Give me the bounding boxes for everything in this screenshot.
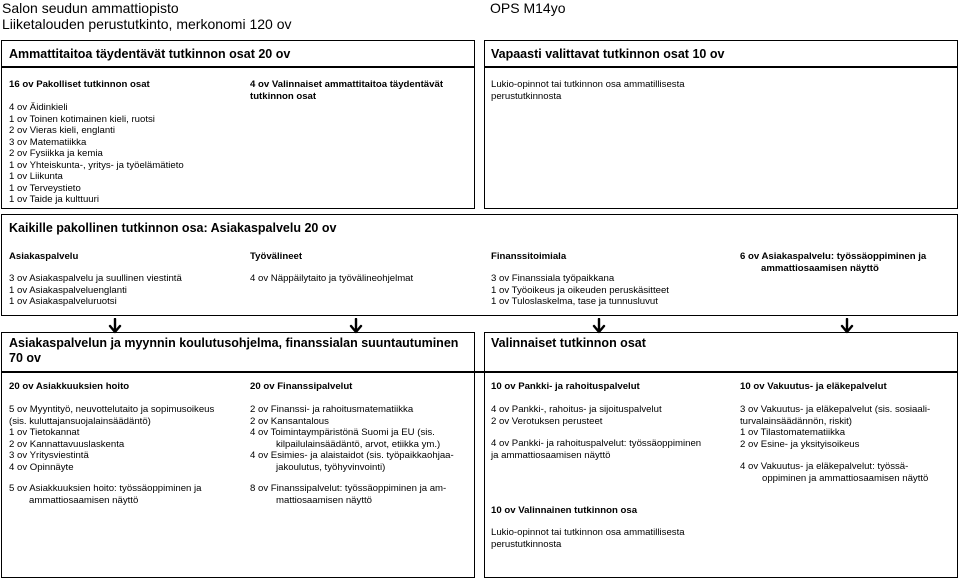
list-item: 3 ov Asiakaspalvelu ja suullinen viestintä (9, 273, 182, 284)
col-title-asiakaspalvelu: Asiakaspalvelu (9, 251, 79, 262)
list-item: 5 ov Asiakkuuksien hoito: työssäoppiminen ja (9, 483, 202, 494)
programme-title (9, 336, 458, 366)
list-item: ja ammattiosaamisen näyttö (491, 449, 611, 461)
col-title-elective: 10 ov Valinnainen tutkinnon osa (491, 505, 638, 516)
banking-workplace (491, 438, 701, 461)
list-item: 4 ov Vakuutus- ja eläkepalvelut: työssä- (740, 461, 909, 472)
list-item: 1 ov Asiakaspalveluenglanti (9, 284, 127, 296)
list-item: 1 ov Tuloslaskelma, tase ja tunnusluvut (491, 296, 658, 307)
school-name: Salon seudun ammattiopisto (2, 0, 179, 16)
list-item: 4 ov Äidinkieli (9, 102, 68, 113)
list-item: jakoulutus, työhyvinvointi) (276, 461, 386, 473)
list-item: 2 ov Kannattavuuslaskenta (9, 438, 125, 450)
list-item: 5 ov Myyntityö, neuvottelutaito ja sopimusoikeus (9, 404, 215, 415)
list-item: 3 ov Vakuutus- ja eläkepalvelut (sis. sosiaali- (740, 404, 931, 415)
list-item: turvalainsäädännön, riskit) (740, 415, 852, 427)
title-line: 6 ov Asiakaspalvelu: työssäoppiminen ja (740, 251, 927, 262)
free-choice-text (491, 79, 685, 102)
list-item: 1 ov Yhteiskunta-, yritys- ja työelämätieto (9, 159, 184, 171)
col-title-tyovalineet: Työvälineet (250, 251, 303, 262)
list-item: 1 ov Toinen kotimainen kieli, ruotsi (9, 113, 155, 125)
list-item: 2 ov Esine- ja yksityisoikeus (740, 438, 860, 450)
list-item: 4 ov Esimies- ja alaistaidot (sis. työpaikkaohjaa- (250, 450, 454, 461)
list-item: 1 ov Tilastomatematiikka (740, 427, 846, 438)
list-item: kilpailulainsäädäntö, arvot, etiikka ym.) (276, 438, 441, 450)
list-item: (sis. kuluttajansuojalainsäädäntö) (9, 415, 151, 427)
banking-list (491, 404, 662, 427)
list-item: 1 ov Työoikeus ja oikeuden peruskäsitteet (491, 284, 669, 296)
list-item: 3 ov Finanssiala työpaikkana (491, 273, 615, 284)
text-line: Lukio-opinnot tai tutkinnon osa ammatillisesta (491, 79, 685, 90)
optional-supplementary-title (250, 79, 443, 102)
mandatory-parts-list (9, 102, 184, 206)
supplementary-studies-title: Ammattitaitoa täydentävät tutkinnon osat 20 ov (9, 47, 291, 61)
col-title-customer-relations: 20 ov Asiakkuuksien hoito (9, 381, 130, 392)
list-item: oppiminen ja ammattiosaamisen näyttö (762, 472, 929, 484)
elective-text (491, 527, 685, 550)
finanssitoimiala-list (491, 273, 669, 308)
list-item: 2 ov Verotuksen perusteet (491, 415, 603, 427)
list-item: 3 ov Matematiikka (9, 136, 87, 148)
insurance-workplace (740, 461, 928, 484)
list-item: 4 ov Näppäilytaito ja työvälineohjelmat (250, 273, 414, 284)
list-item: 1 ov Taide ja kulttuuri (9, 194, 99, 205)
list-item: 4 ov Pankki- ja rahoituspalvelut: työssäoppiminen (491, 438, 702, 449)
financial-services-workplace (250, 483, 446, 506)
list-item: 2 ov Finanssi- ja rahoitusmatematiikka (250, 404, 414, 415)
title-line: 70 ov (9, 351, 41, 365)
optional-parts-title: Valinnaiset tutkinnon osat (491, 336, 646, 350)
financial-services-list (250, 404, 454, 473)
text-line: perustutkinnosta (491, 90, 562, 102)
ops-code: OPS M14yo (490, 0, 566, 16)
title-line: ammattiosaamisen näyttö (761, 262, 879, 274)
asiakaspalvelu-list (9, 273, 182, 308)
col-title-finanssitoimiala: Finanssitoimiala (491, 251, 567, 262)
text-line: Lukio-opinnot tai tutkinnon osa ammatillisesta (491, 527, 685, 538)
title-line: Asiakaspalvelun ja myynnin koulutusohjelma, finanssialan suuntautuminen (9, 336, 459, 350)
divider (484, 66, 958, 68)
insurance-list (740, 404, 930, 450)
list-item: 2 ov Kansantalous (250, 415, 329, 427)
mandatory-parts-title: 16 ov Pakolliset tutkinnon osat (9, 79, 150, 90)
degree-title: Liiketalouden perustutkinto, merkonomi 120 ov (2, 16, 292, 32)
customer-relations-workplace (9, 483, 202, 506)
list-item: 2 ov Vieras kieli, englanti (9, 125, 115, 136)
tyovalineet-list (250, 273, 413, 285)
divider (1, 371, 958, 373)
list-item: 8 ov Finanssipalvelut: työssäoppiminen ja am- (250, 483, 447, 494)
title-line: tutkinnon osat (250, 90, 317, 102)
list-item: ammattiosaamisen näyttö (29, 494, 139, 506)
list-item: 2 ov Fysiikka ja kemia (9, 148, 103, 159)
list-item: 1 ov Terveystieto (9, 182, 81, 194)
col-title-banking: 10 ov Pankki- ja rahoituspalvelut (491, 381, 640, 392)
text-line: perustutkinnosta (491, 538, 562, 550)
list-item: mattiosaamisen näyttö (276, 494, 372, 506)
list-item: 1 ov Tietokannat (9, 427, 80, 438)
customer-relations-list (9, 404, 214, 473)
list-item: 1 ov Liikunta (9, 171, 63, 182)
list-item: 4 ov Opinnäyte (9, 461, 74, 473)
list-item: 1 ov Asiakaspalveluruotsi (9, 296, 117, 307)
title-line: 4 ov Valinnaiset ammattitaitoa täydentävät (250, 79, 444, 90)
col-title-workplace-learning (740, 251, 926, 274)
col-title-financial-services: 20 ov Finanssipalvelut (250, 381, 353, 392)
list-item: 4 ov Toimintaympäristönä Suomi ja EU (sis. (250, 427, 435, 438)
list-item: 4 ov Pankki-, rahoitus- ja sijoituspalvelut (491, 404, 662, 415)
divider (1, 66, 475, 68)
customer-service-title: Kaikille pakollinen tutkinnon osa: Asiakaspalvelu 20 ov (9, 221, 337, 235)
free-choice-title: Vapaasti valittavat tutkinnon osat 10 ov (491, 47, 725, 61)
col-title-insurance: 10 ov Vakuutus- ja eläkepalvelut (740, 381, 887, 392)
list-item: 3 ov Yritysviestintä (9, 450, 89, 461)
